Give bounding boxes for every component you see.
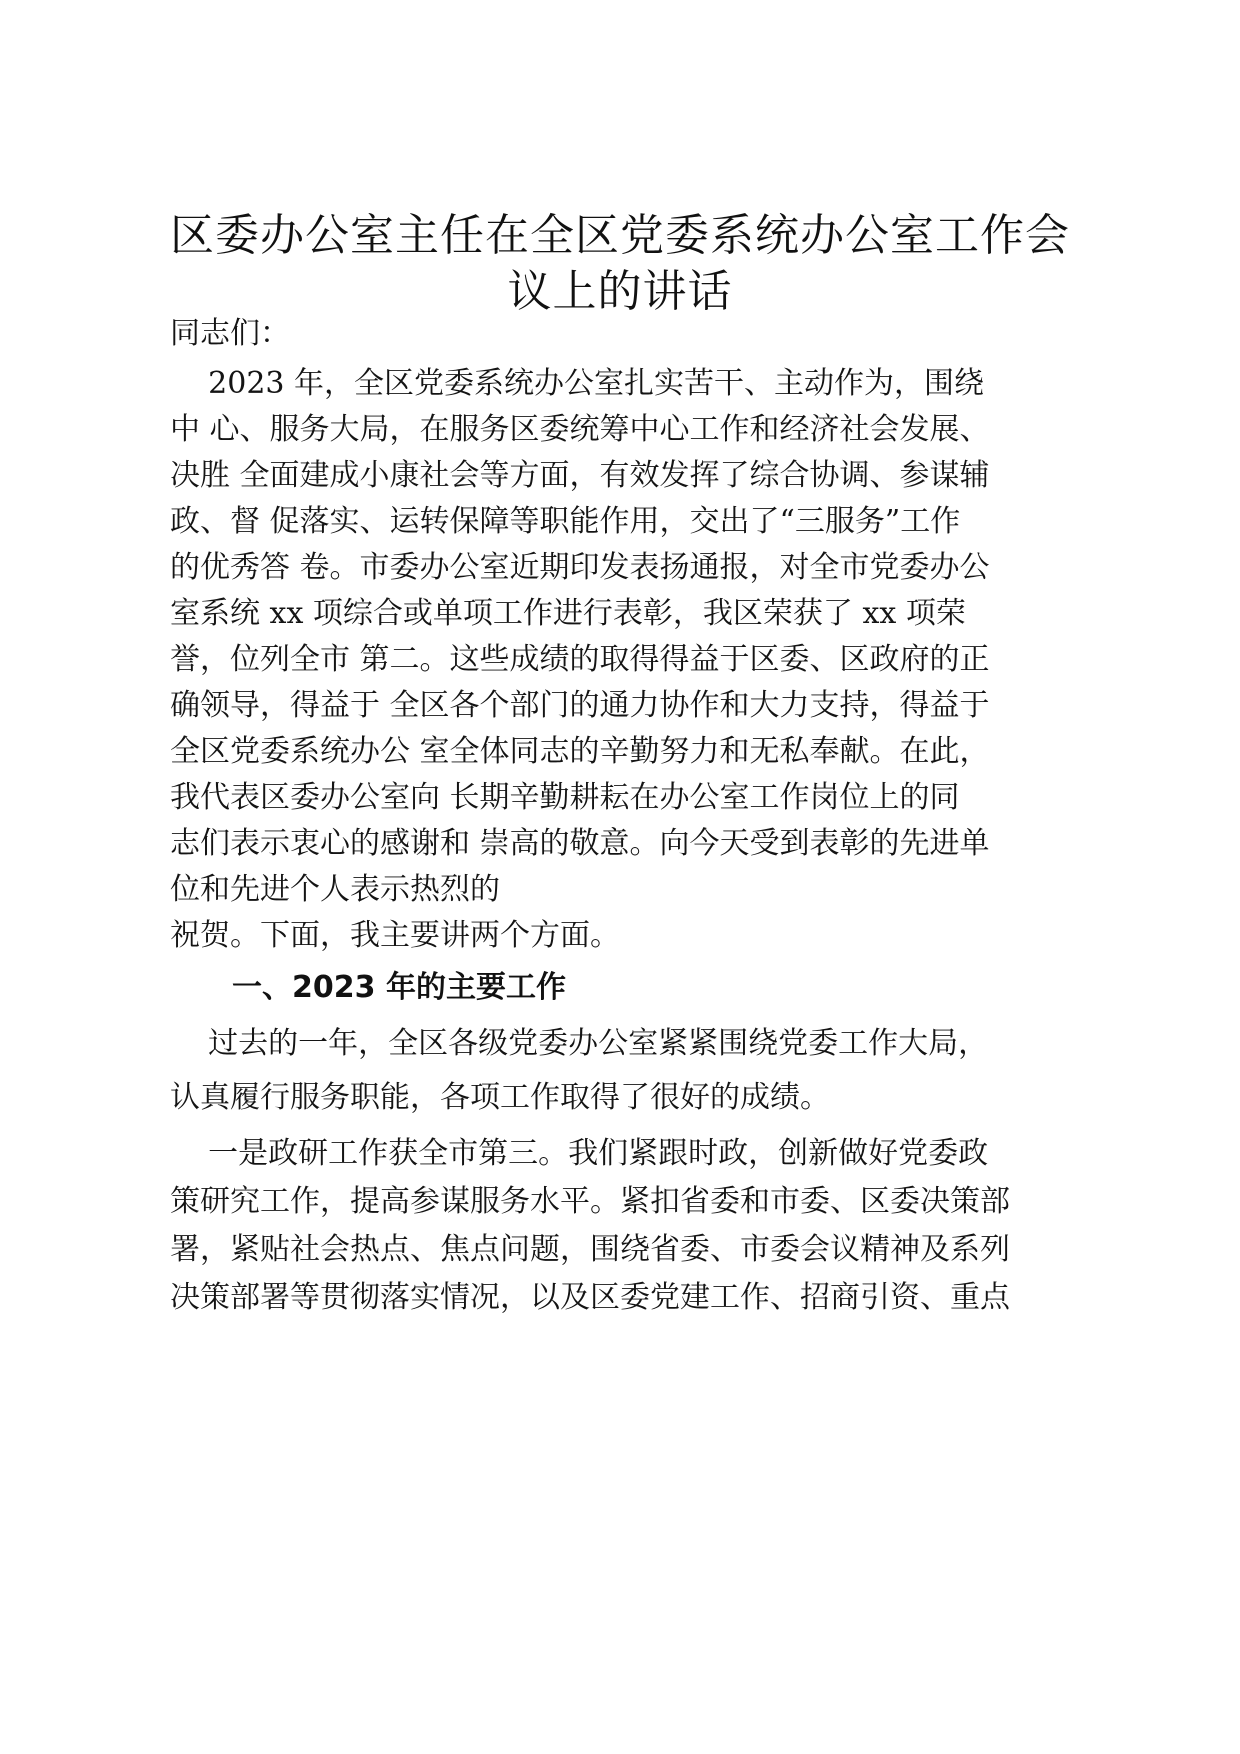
paragraph-1-line: 誉，位列全市 第二。这些成绩的取得得益于区委、区政府的正	[170, 642, 990, 677]
paragraph-3-line: 决策部署等贯彻落实情况，以及区委党建工作、招商引资、重点	[170, 1280, 1010, 1315]
paragraph-1-line: 的优秀答 卷。市委办公室近期印发表扬通报，对全市党委办公	[170, 550, 990, 585]
document-title-line-1: 区委办公室主任在全区党委系统办公室工作会	[170, 210, 1070, 261]
paragraph-3-line: 策研究工作，提高参谋服务水平。紧扣省委和市委、区委决策部	[170, 1184, 1010, 1219]
paragraph-1-line: 政、督 促落实、运转保障等职能作用，交出了“三服务”工作	[170, 504, 961, 539]
paragraph-2-line: 过去的一年，全区各级党委办公室紧紧围绕党委工作大局，	[170, 1026, 989, 1061]
salutation: 同志们：	[170, 316, 290, 351]
paragraph-3-line: 一是政研工作获全市第三。我们紧跟时政，创新做好党委政	[170, 1136, 989, 1171]
paragraph-1-line: 全区党委系统办公 室全体同志的辛勤努力和无私奉献。在此，	[170, 734, 990, 769]
paragraph-1-line: 位和先进个人表示热烈的	[170, 872, 500, 907]
paragraph-2-line: 认真履行服务职能，各项工作取得了很好的成绩。	[170, 1080, 830, 1115]
paragraph-1-line: 2023 年，全区党委系统办公室扎实苦干、主动作为，围绕	[170, 366, 985, 401]
paragraph-3-line: 署，紧贴社会热点、焦点问题，围绕省委、市委会议精神及系列	[170, 1232, 1010, 1267]
paragraph-1-line: 祝贺。下面，我主要讲两个方面。	[170, 918, 620, 953]
paragraph-1-line: 我代表区委办公室向 长期辛勤耕耘在办公室工作岗位上的同	[170, 780, 960, 815]
paragraph-1-line: 决胜 全面建成小康社会等方面，有效发挥了综合协调、参谋辅	[170, 458, 990, 493]
section-heading: 一、2023 年的主要工作	[232, 970, 566, 1005]
paragraph-1-line: 中 心、服务大局，在服务区委统筹中心工作和经济社会发展、	[170, 412, 990, 447]
paragraph-1-line: 确领导，得益于 全区各个部门的通力协作和大力支持，得益于	[170, 688, 990, 723]
document-title-line-2: 议上的讲话	[507, 266, 733, 317]
paragraph-1-line: 志们表示衷心的感谢和 崇高的敬意。向今天受到表彰的先进单	[170, 826, 990, 861]
paragraph-1-line: 室系统 xx 项综合或单项工作进行表彰，我区荣获了 xx 项荣	[170, 596, 966, 631]
